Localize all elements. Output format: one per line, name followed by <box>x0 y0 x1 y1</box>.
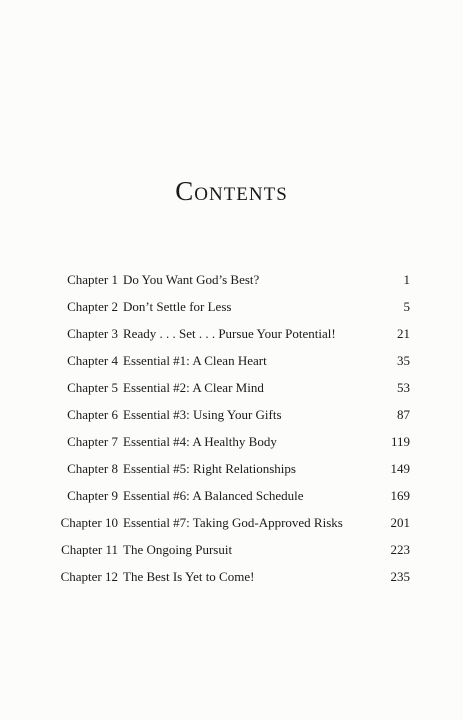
page-number: 201 <box>390 515 410 530</box>
toc-entry <box>0 299 463 319</box>
chapter-label: Chapter 7 <box>67 434 118 449</box>
chapter-label: Chapter 2 <box>67 299 118 314</box>
toc-entry <box>0 326 463 346</box>
chapter-title: Do You Want God’s Best? <box>123 272 260 287</box>
page-number: 1 <box>403 272 410 287</box>
toc-entry <box>0 272 463 292</box>
chapter-title: Essential #2: A Clear Mind <box>123 380 264 395</box>
toc-entry <box>0 434 463 454</box>
page-number: 119 <box>390 434 410 449</box>
chapter-label: Chapter 12 <box>60 569 118 584</box>
page-number: 235 <box>390 569 410 584</box>
page-number: 169 <box>390 488 410 503</box>
chapter-title: Essential #6: A Balanced Schedule <box>123 488 304 503</box>
chapter-label: Chapter 3 <box>67 326 118 341</box>
chapter-label: Chapter 4 <box>67 353 118 368</box>
chapter-label: Chapter 5 <box>67 380 118 395</box>
chapter-title: Essential #5: Right Relationships <box>123 461 296 476</box>
chapter-label: Chapter 6 <box>67 407 118 422</box>
chapter-title: The Ongoing Pursuit <box>123 542 233 557</box>
page-number: 149 <box>390 461 410 476</box>
toc-entry <box>0 515 463 535</box>
page-number: 53 <box>397 380 410 395</box>
chapter-label: Chapter 1 <box>67 272 118 287</box>
chapter-title: The Best Is Yet to Come! <box>123 569 255 584</box>
page-number: 21 <box>397 326 410 341</box>
page-number: 87 <box>397 407 410 422</box>
page-number: 5 <box>403 299 410 314</box>
toc-entry <box>0 407 463 427</box>
toc-entry <box>0 461 463 481</box>
page-number: 35 <box>397 353 410 368</box>
chapter-title: Essential #3: Using Your Gifts <box>123 407 282 422</box>
chapter-title: Essential #1: A Clean Heart <box>123 353 267 368</box>
chapter-label: Chapter 8 <box>67 461 118 476</box>
chapter-label: Chapter 10 <box>60 515 118 530</box>
toc-entry <box>0 488 463 508</box>
page-title: Contents <box>175 176 288 207</box>
chapter-title: Don’t Settle for Less <box>123 299 232 314</box>
chapter-title: Ready . . . Set . . . Pursue Your Potential! <box>123 326 336 341</box>
toc-entry <box>0 569 463 589</box>
chapter-title: Essential #7: Taking God-Approved Risks <box>123 515 343 530</box>
chapter-title: Essential #4: A Healthy Body <box>123 434 277 449</box>
chapter-label: Chapter 9 <box>67 488 118 503</box>
toc-entry <box>0 380 463 400</box>
toc-entry <box>0 542 463 562</box>
page-number: 223 <box>390 542 410 557</box>
chapter-label: Chapter 11 <box>61 542 118 557</box>
toc-entry <box>0 353 463 373</box>
